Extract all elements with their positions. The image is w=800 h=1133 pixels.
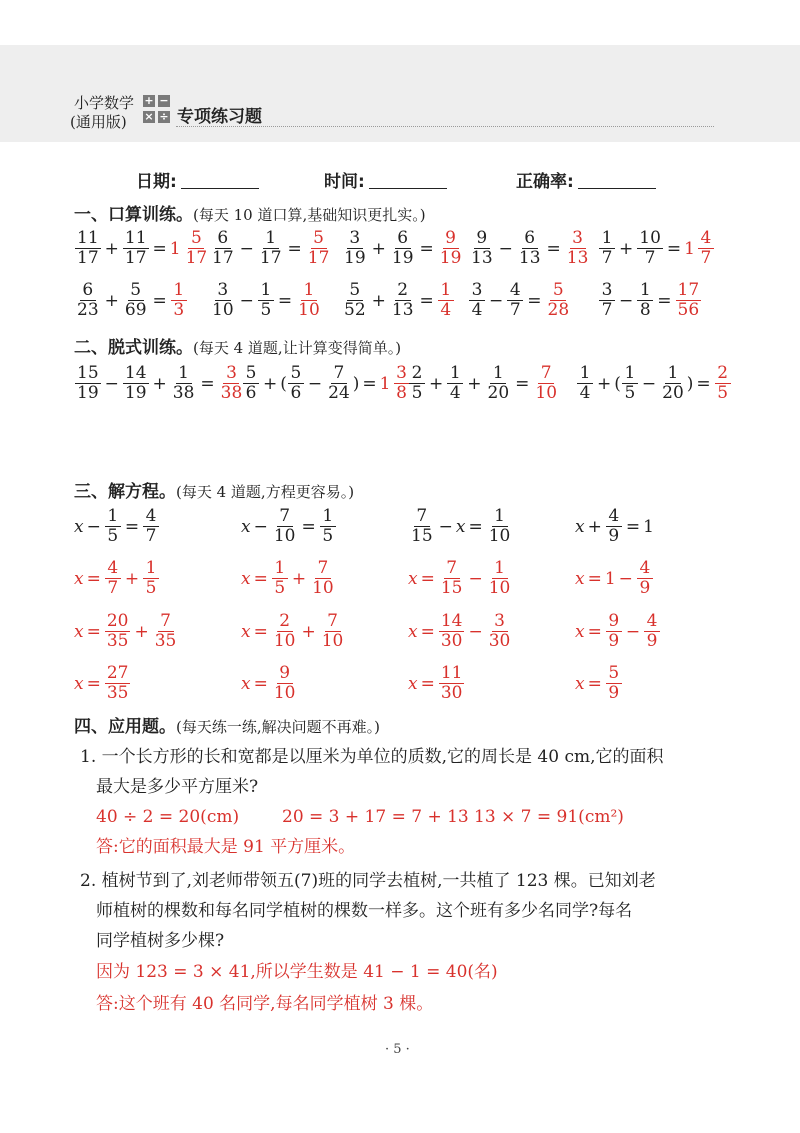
equation-1-step-2: x = $\frac{20}{35}$ + $\frac{7}{35}$ [74,611,177,651]
operand-b-numerator: 5 [128,281,144,301]
answer-fraction [438,229,464,268]
problem-1-text-line-2: 最大是多少平方厘米? [96,777,259,797]
operand-b-numerator: 1 [263,229,279,249]
oral-problem [209,229,332,268]
answer-fraction-denominator: 56 [677,300,700,320]
answer-fraction [546,281,572,320]
answer-fraction-denominator: 13 [566,248,589,268]
operand-b [637,281,653,320]
operand-a-numerator: 11 [77,228,99,248]
equals-sign: = [657,290,672,311]
equation-3-step-1: x = $\frac{7}{15}$ − $\frac{1}{10}$ [408,558,511,598]
operator: + [371,290,386,311]
header-subject: 小学数学 [74,94,135,112]
answer-fraction [296,281,322,320]
equals-sign: = [152,290,167,311]
operand-a-numerator: 9 [474,229,490,249]
operand-a-denominator: 10 [212,300,234,320]
accuracy-field [516,167,656,192]
date-blank [181,172,259,189]
problem-1-work-3: 13 × 7 = 91(cm²) [474,807,624,827]
operand-b [637,229,663,268]
operator: + [104,238,119,259]
operand-a [469,281,485,320]
operand-b [390,281,416,320]
operator: − [239,290,254,311]
equals-sign: = [287,238,302,259]
answer-fraction-denominator: 28 [547,300,570,320]
problem-2-text-line-2: 师植树的棵数和每名同学植树的棵数一样多。这个班有多少名同学?每名 [96,901,633,921]
times-icon: × [144,110,154,123]
section-2-heading [74,333,401,358]
stepwise-problem-2: 5 6 + ( $\frac{5}{6}$ − $\frac{7}{24}$ ) = 1 3 8 [242,364,411,403]
operand-a-numerator: 5 [347,281,363,301]
equation-1-step-1: x = $\frac{4}{7}$ + $\frac{1}{5}$ [74,559,160,598]
operand-b-denominator: 19 [391,248,414,268]
operand-a [210,281,236,320]
problem-2-text-line-3: 同学植树多少棵? [96,931,225,951]
answer-fraction [171,281,187,320]
operand-b [258,229,284,268]
operand-b [258,281,274,320]
stepwise-problem-1: 15 19 − $\frac{14}{19}$ + $\frac{1}{38}$ = $\frac{3}{38}$ [77,363,243,403]
section-2-note: (每天 4 道题,让计算变得简单。) [193,339,402,357]
stepwise-problem-3: 2 5 + $\frac{1}{4}$ + $\frac{1}{20}$ = $\frac{7}{10}$ [408,364,560,403]
answer-fraction-denominator: 19 [439,248,462,268]
section-4-heading [74,712,380,737]
operand-a [469,229,495,268]
equation-4: x + $\frac{4}{9}$ = 1 [575,506,654,546]
accuracy-blank [578,172,656,189]
divide-icon: ÷ [159,110,169,123]
problem-1-text-line-1: 1. 一个长方形的长和宽都是以厘米为单位的质数,它的周长是 40 cm,它的面积 [80,747,664,767]
plus-icon: + [144,94,154,107]
equation-2: x − $\frac{7}{10}$ = $\frac{1}{5}$ [241,507,337,546]
equals-sign: = [277,290,293,311]
oral-problem [209,281,323,320]
operand-a-numerator: 3 [469,281,485,301]
answer-fraction-numerator: 5 [550,281,566,301]
operator: + [619,238,634,259]
operator: + [371,238,386,259]
answer-fraction-numerator: 5 [311,229,327,249]
section-1-title: 一、口算训练。 [74,205,193,225]
date-field [136,167,259,192]
answer-fraction [306,229,332,268]
operand-a-numerator: 3 [215,281,231,301]
oral-problem [341,229,464,268]
section-3-heading [74,477,354,502]
answer-fraction-numerator: 1 [438,281,454,301]
operand-b-numerator: 1 [258,281,274,301]
problem-1-work-2: 20 = 3 + 17 = 7 + 13 [282,807,469,827]
equals-sign: = [419,290,434,311]
header-title: 专项练习题 [177,107,262,127]
operand-a-denominator: 13 [471,248,493,268]
operand-b [390,229,416,268]
time-label: 时间: [324,172,365,192]
equation-2-step-2: x = $\frac{2}{10}$ + $\frac{7}{10}$ [241,611,344,651]
answer-fraction-numerator: 9 [443,229,459,249]
operand-a [210,229,236,268]
operand-a-denominator: 17 [77,248,99,268]
operand-b-numerator: 11 [124,228,147,248]
oral-problem [341,281,455,320]
section-2-title: 二、脱式训练。 [74,338,193,358]
operand-b [507,281,523,320]
operand-a [599,229,615,268]
answer-fraction [438,281,454,320]
operand-b-denominator: 69 [124,300,147,320]
oral-problem [468,281,572,320]
operand-b-numerator: 2 [395,281,411,301]
section-3-note: (每天 4 道题,方程更容易。) [176,483,355,501]
answer-fraction [565,229,591,268]
equation-3-step-2: x = $\frac{14}{30}$ − $\frac{3}{30}$ [408,611,511,651]
operand-b-numerator: 10 [639,228,661,248]
answer-fraction [184,229,210,268]
operand-b-denominator: 5 [260,300,272,320]
equals-sign: = [527,290,542,311]
section-3-title: 三、解方程。 [74,482,176,502]
equation-4-step-2: x = $\frac{9}{9}$ − $\frac{4}{9}$ [575,612,661,651]
operand-b-denominator: 17 [259,248,282,268]
time-field [324,167,447,192]
section-1-note: (每天 10 道口算,基础知识更扎实。) [193,206,426,224]
answer-fraction-denominator: 10 [298,300,320,320]
operand-a-numerator: 3 [599,281,615,301]
operand-a-denominator: 7 [601,248,613,268]
operand-a [75,229,101,268]
equation-1-solution: x = $\frac{27}{35}$ [74,663,129,703]
operand-b [123,229,149,268]
answer-fraction [698,229,714,268]
date-label: 日期: [136,172,177,192]
operator: − [489,290,504,311]
section-4-note: (每天练一练,解决问题不再难。) [176,718,380,736]
answer-fraction [676,281,702,320]
operand-b-numerator: 1 [637,281,653,301]
answer-fraction-numerator: 4 [698,229,714,249]
equation-4-step-1: x = 1 − $\frac{4}{9}$ [575,559,654,598]
equation-3-solution: x = $\frac{11}{30}$ [408,663,463,703]
operand-a-denominator: 23 [77,300,99,320]
section-1-heading [74,200,426,225]
operand-a [75,281,101,320]
accuracy-label: 正确率: [516,172,574,192]
operand-a-numerator: 6 [215,229,231,249]
equation-1: x − $\frac{1}{5}$ = $\frac{4}{7}$ [74,507,160,546]
answer-fraction-denominator: 17 [307,248,330,268]
operand-a-denominator: 17 [212,248,234,268]
equals-sign: = [152,238,167,259]
operator: − [619,290,634,311]
answer-fraction-numerator: 1 [301,281,317,301]
answer-fraction-denominator: 3 [173,300,185,320]
stepwise-problem-4: 1 4 + ( $\frac{1}{5}$ − $\frac{1}{20}$ ) = $\frac{2}{5}$ [576,364,732,403]
operand-a-denominator: 7 [601,300,613,320]
answer-whole: 1 [169,238,181,259]
answer-fraction-denominator: 17 [185,248,208,268]
operand-b-numerator: 6 [522,229,538,249]
operator: − [239,238,254,259]
problem-1-work-1: 40 ÷ 2 = 20(cm) [96,807,240,827]
answer-whole: 1 [684,238,695,259]
operand-b-numerator: 4 [507,281,523,301]
operand-a-numerator: 3 [347,229,363,249]
problem-2-work: 因为 123 = 3 × 41,所以学生数是 41 − 1 = 40(名) [96,962,498,982]
oral-problem [598,229,715,268]
answer-fraction-denominator: 4 [440,300,452,320]
answer-fraction-numerator: 3 [570,229,586,249]
operand-a-numerator: 6 [80,281,96,301]
operator: − [498,238,513,259]
operand-a-denominator: 19 [344,248,366,268]
oral-problem [598,281,702,320]
answer-fraction-numerator: 1 [171,281,187,301]
operand-b-numerator: 6 [395,229,411,249]
equation-2-step-1: x = $\frac{1}{5}$ + $\frac{7}{10}$ [241,558,334,598]
equation-4-solution: x = $\frac{5}{9}$ [575,664,623,703]
oral-problem [468,229,591,268]
equals-sign: = [419,238,434,259]
answer-fraction-numerator: 5 [188,229,204,249]
oral-problem [74,229,210,268]
section-4-title: 四、应用题。 [74,717,176,737]
problem-2-text-line-1: 2. 植树节到了,刘老师带领五(7)班的同学去植树,一共植了 123 棵。已知刘老 [80,871,656,891]
time-blank [369,172,447,189]
answer-fraction-denominator: 7 [700,248,712,268]
operand-b [123,281,149,320]
equation-2-solution: x = $\frac{9}{10}$ [241,663,296,703]
operand-b-denominator: 13 [518,248,541,268]
answer-fraction-numerator: 17 [677,280,700,300]
equals-sign: = [666,238,682,259]
equation-3: 7 15 − x = $\frac{1}{10}$ [411,506,511,546]
page-number: · 5 · [385,1042,410,1057]
equals-sign: = [546,238,561,259]
minus-icon: − [159,94,169,107]
operand-b-denominator: 13 [391,300,414,320]
operand-a [342,281,368,320]
operand-a-denominator: 52 [344,300,366,320]
operand-a [599,281,615,320]
operand-b [517,229,543,268]
operand-a [342,229,368,268]
operand-a-denominator: 4 [471,300,483,320]
problem-2-answer: 答:这个班有 40 名同学,每名同学植树 3 棵。 [96,994,434,1014]
operand-b-denominator: 8 [639,300,651,320]
header-edition: (通用版) [70,113,127,131]
operand-b-denominator: 7 [509,300,521,320]
header-divider [176,126,714,127]
operand-b-denominator: 7 [644,248,656,268]
problem-1-answer: 答:它的面积最大是 91 平方厘米。 [96,837,356,857]
operand-b-denominator: 17 [124,248,147,268]
oral-problem [74,281,188,320]
operator: + [104,290,119,311]
operand-a-numerator: 1 [599,229,615,249]
